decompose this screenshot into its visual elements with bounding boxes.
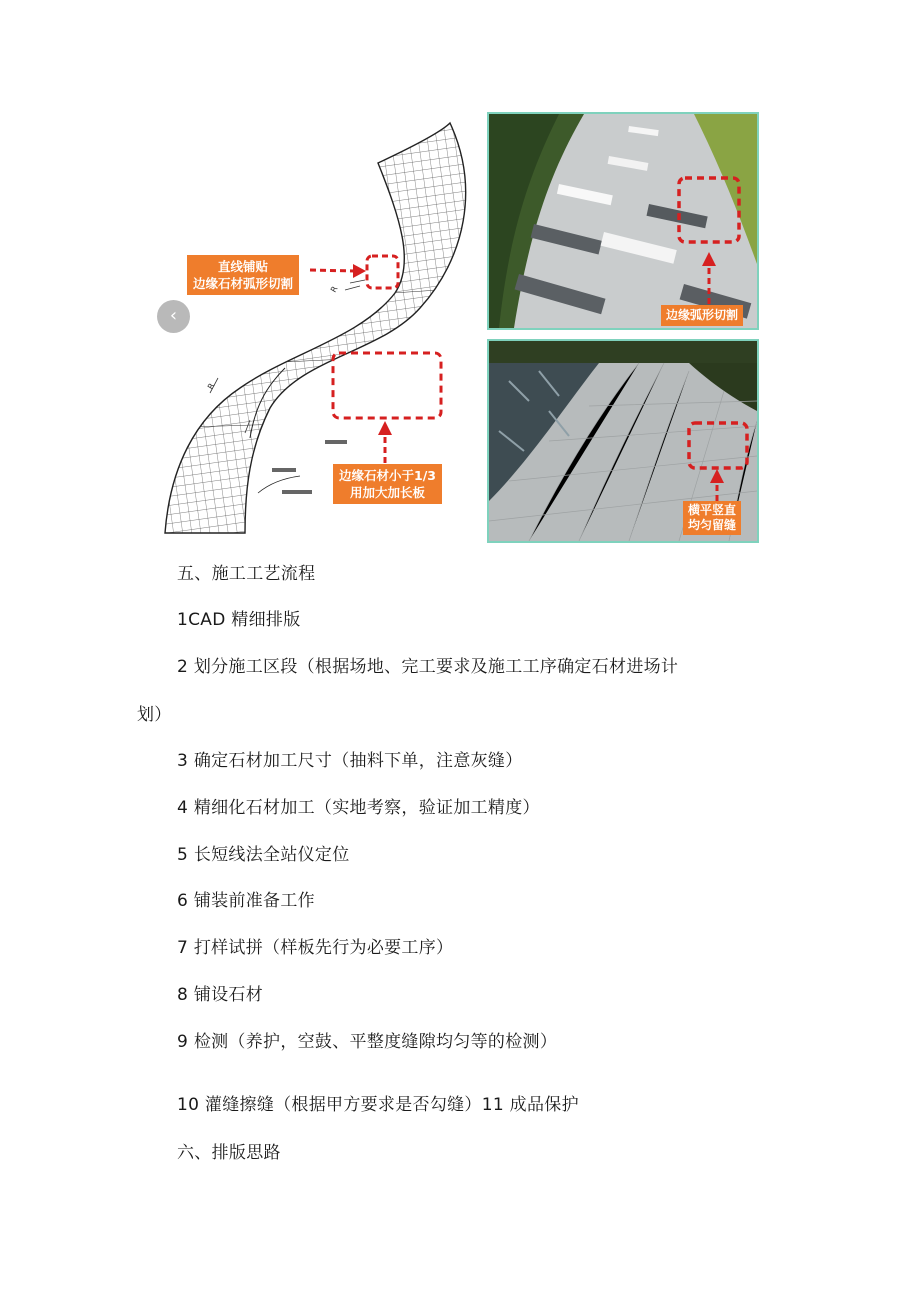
small-edge-callout: 边缘石材小于1/3 用加大加长板 <box>333 464 442 504</box>
edge-arc-cut-label: 边缘弧形切割 <box>661 305 743 326</box>
step-2: 2 划分施工区段（根据场地、完工要求及施工工序确定石材进场计 <box>177 657 679 677</box>
section-six-heading: 六、排版思路 <box>177 1143 281 1163</box>
step-4: 4 精细化石材加工（实地考察，验证加工精度） <box>177 798 540 818</box>
straight-paving-callout: 直线铺贴 边缘石材弧形切割 <box>187 255 299 295</box>
paving-figure <box>150 108 770 546</box>
photo-even-joints <box>487 339 759 543</box>
photo-edge-arc-cut <box>487 112 759 330</box>
small-edge-marker <box>333 353 441 418</box>
step-8: 8 铺设石材 <box>177 985 264 1005</box>
chevron-left-icon[interactable]: ‹ <box>157 300 190 333</box>
step-2-continued: 划） <box>137 705 172 725</box>
step-10-11: 10 灌缝擦缝（根据甲方要求是否勾缝）11 成品保护 <box>177 1095 579 1115</box>
step-5: 5 长短线法全站仪定位 <box>177 845 350 865</box>
step-9: 9 检测（养护，空鼓、平整度缝隙均匀等的检测） <box>177 1032 558 1052</box>
even-joints-label: 横平竖直 均匀留缝 <box>683 501 741 535</box>
step-7: 7 打样试拼（样板先行为必要工序） <box>177 938 454 958</box>
svg-text:R: R <box>205 381 217 391</box>
step-6: 6 铺装前准备工作 <box>177 891 315 911</box>
section-five-heading: 五、施工工艺流程 <box>177 564 316 584</box>
edge-arc-marker <box>367 256 398 288</box>
step-3: 3 确定石材加工尺寸（抽料下单，注意灰缝） <box>177 751 523 771</box>
step-1: 1CAD 精细排版 <box>177 610 301 630</box>
svg-text:R: R <box>328 284 340 294</box>
